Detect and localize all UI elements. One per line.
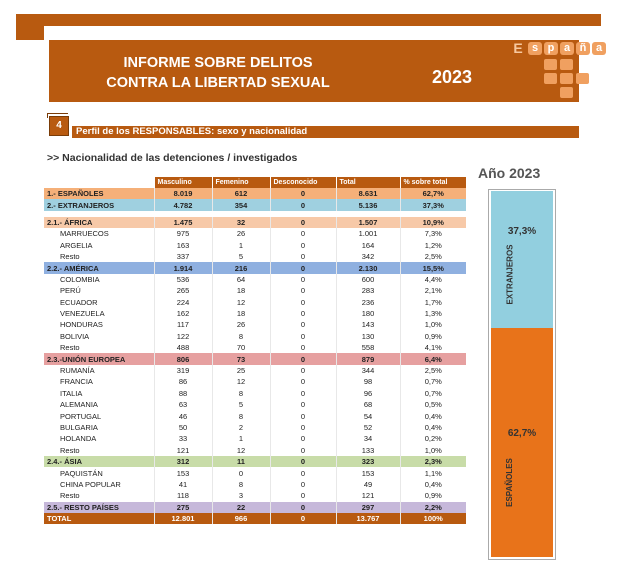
table-row bbox=[44, 262, 466, 273]
table-row bbox=[44, 228, 466, 239]
table-cell: 0 bbox=[270, 274, 336, 285]
table-cell: 0 bbox=[270, 376, 336, 387]
table-cell: 1,0% bbox=[400, 319, 466, 330]
table-cell: 37,3% bbox=[400, 199, 466, 210]
table-cell: 323 bbox=[336, 456, 400, 467]
table-cell: 0 bbox=[270, 319, 336, 330]
table-cell: 0 bbox=[270, 308, 336, 319]
table-cell: 5 bbox=[212, 251, 270, 262]
table-cell: 18 bbox=[212, 285, 270, 296]
table-row bbox=[44, 479, 466, 490]
table-cell: 806 bbox=[154, 353, 212, 364]
table-cell: 0 bbox=[270, 388, 336, 399]
table-cell: 8 bbox=[212, 388, 270, 399]
row-label: ARGELIA bbox=[60, 240, 93, 250]
nationality-table bbox=[44, 177, 466, 524]
table-cell: 18 bbox=[212, 308, 270, 319]
table-cell: 0 bbox=[270, 433, 336, 444]
table-cell: 297 bbox=[336, 502, 400, 513]
column-header bbox=[44, 177, 154, 188]
table-cell: 0 bbox=[270, 331, 336, 342]
table-cell: 600 bbox=[336, 274, 400, 285]
table-cell: 1,0% bbox=[400, 445, 466, 456]
column-header: Masculino bbox=[154, 177, 212, 188]
logo-square bbox=[560, 87, 573, 98]
table-cell: 0 bbox=[270, 353, 336, 364]
espana-logo bbox=[511, 40, 603, 100]
table-row bbox=[44, 285, 466, 296]
table-cell: 117 bbox=[154, 319, 212, 330]
table-cell: 73 bbox=[212, 353, 270, 364]
table-cell: 12.801 bbox=[154, 513, 212, 524]
table-row bbox=[44, 353, 466, 364]
row-label: COLOMBIA bbox=[60, 274, 100, 284]
row-label: 2.2.- AMÉRICA bbox=[44, 262, 154, 273]
table-cell: 1.001 bbox=[336, 228, 400, 239]
logo-outline-box bbox=[591, 88, 613, 98]
table-cell: 2,2% bbox=[400, 502, 466, 513]
top-decorative-notch bbox=[16, 26, 44, 40]
row-label: CHINA POPULAR bbox=[60, 479, 121, 489]
table-row bbox=[44, 199, 466, 210]
table-cell: 0 bbox=[270, 199, 336, 210]
table-cell: 0,4% bbox=[400, 422, 466, 433]
table-cell: 122 bbox=[154, 331, 212, 342]
table-body bbox=[44, 188, 466, 524]
table-cell: 49 bbox=[336, 479, 400, 490]
table-cell: 52 bbox=[336, 422, 400, 433]
section-number: 4 bbox=[49, 116, 69, 136]
table-cell: 8 bbox=[212, 479, 270, 490]
row-label: PERÚ bbox=[60, 286, 81, 296]
table-cell: 1,7% bbox=[400, 297, 466, 308]
table-cell: 163 bbox=[154, 240, 212, 251]
row-label: HONDURAS bbox=[60, 320, 103, 330]
table-cell: 133 bbox=[336, 445, 400, 456]
table-cell: 1.475 bbox=[154, 217, 212, 228]
table-cell: 12 bbox=[212, 297, 270, 308]
table-cell: 1,3% bbox=[400, 308, 466, 319]
table-cell: 1 bbox=[212, 240, 270, 251]
row-label: 2.1.- ÁFRICA bbox=[44, 217, 154, 228]
table-cell: 558 bbox=[336, 342, 400, 353]
table-cell: 15,5% bbox=[400, 262, 466, 273]
table-row bbox=[44, 342, 466, 353]
table-row bbox=[44, 188, 466, 199]
table-cell: 0 bbox=[270, 228, 336, 239]
table-cell: 153 bbox=[336, 467, 400, 478]
table-cell: 0 bbox=[270, 445, 336, 456]
bar-extranjeros-value: 37,3% bbox=[507, 226, 537, 237]
table-cell: 33 bbox=[154, 433, 212, 444]
row-label: ECUADOR bbox=[60, 297, 98, 307]
table-cell: 2,5% bbox=[400, 365, 466, 376]
column-header: Total bbox=[336, 177, 400, 188]
logo-letter: E bbox=[513, 40, 523, 56]
table-cell: 96 bbox=[336, 388, 400, 399]
table-cell: 344 bbox=[336, 365, 400, 376]
table-cell: 354 bbox=[212, 199, 270, 210]
table-cell: 162 bbox=[154, 308, 212, 319]
row-label: 2.5.- RESTO PAÍSES bbox=[44, 502, 154, 513]
table-cell: 50 bbox=[154, 422, 212, 433]
column-header: % sobre total bbox=[400, 177, 466, 188]
table-row bbox=[44, 217, 466, 228]
report-title bbox=[49, 53, 387, 93]
logo-letter: ñ bbox=[576, 42, 590, 55]
row-label: 2.- EXTRANJEROS bbox=[44, 199, 154, 210]
table-cell: 1,2% bbox=[400, 240, 466, 251]
table-cell: 283 bbox=[336, 285, 400, 296]
table-cell: 130 bbox=[336, 331, 400, 342]
table-cell: 8.019 bbox=[154, 188, 212, 199]
table-row bbox=[44, 274, 466, 285]
table-row bbox=[44, 433, 466, 444]
table-cell: 0 bbox=[270, 342, 336, 353]
table-row bbox=[44, 240, 466, 251]
top-decorative-bar bbox=[16, 14, 601, 26]
table-cell: 5 bbox=[212, 399, 270, 410]
table-row bbox=[44, 331, 466, 342]
row-label: 2.3.-UNIÓN EUROPEA bbox=[44, 353, 154, 364]
table-cell: 2,1% bbox=[400, 285, 466, 296]
table-cell: 975 bbox=[154, 228, 212, 239]
table-cell: 54 bbox=[336, 410, 400, 421]
table-cell: 86 bbox=[154, 376, 212, 387]
row-label: PORTUGAL bbox=[60, 411, 102, 421]
table-cell: 488 bbox=[154, 342, 212, 353]
table-cell: 0 bbox=[270, 365, 336, 376]
table-cell: 4,1% bbox=[400, 342, 466, 353]
table-cell: 1.507 bbox=[336, 217, 400, 228]
row-label: BOLIVIA bbox=[60, 331, 90, 341]
bar-espanoles-value: 62,7% bbox=[507, 428, 537, 439]
table-cell: 0 bbox=[270, 285, 336, 296]
report-title-line2: CONTRA LA LIBERTAD SEXUAL bbox=[106, 75, 330, 91]
logo-square bbox=[544, 73, 557, 84]
report-title-line1: INFORME SOBRE DELITOS bbox=[123, 55, 313, 71]
report-banner bbox=[49, 40, 603, 102]
table-cell: 121 bbox=[154, 445, 212, 456]
table-cell: 153 bbox=[154, 467, 212, 478]
table-row bbox=[44, 251, 466, 262]
table-cell: 25 bbox=[212, 365, 270, 376]
table-cell: 68 bbox=[336, 399, 400, 410]
table-cell: 62,7% bbox=[400, 188, 466, 199]
row-label: PAQUISTÁN bbox=[60, 468, 103, 478]
table-cell: 88 bbox=[154, 388, 212, 399]
table-row bbox=[44, 513, 466, 524]
table-cell: 5.136 bbox=[336, 199, 400, 210]
table-cell: 8 bbox=[212, 331, 270, 342]
table-cell: 0 bbox=[270, 240, 336, 251]
table-cell: 164 bbox=[336, 240, 400, 251]
table-cell: 216 bbox=[212, 262, 270, 273]
table-cell: 12 bbox=[212, 376, 270, 387]
table-cell: 0 bbox=[270, 410, 336, 421]
table-cell: 34 bbox=[336, 433, 400, 444]
table-cell: 2,5% bbox=[400, 251, 466, 262]
chart-year-label: Año 2023 bbox=[478, 165, 541, 181]
table-cell: 22 bbox=[212, 502, 270, 513]
column-header: Femenino bbox=[212, 177, 270, 188]
table-row bbox=[44, 410, 466, 421]
logo-square bbox=[560, 59, 573, 70]
table-cell: 0,9% bbox=[400, 331, 466, 342]
row-label: ITALIA bbox=[60, 388, 83, 398]
row-label: Resto bbox=[60, 252, 80, 262]
table-cell: 118 bbox=[154, 490, 212, 501]
table-cell: 8.631 bbox=[336, 188, 400, 199]
table-cell: 41 bbox=[154, 479, 212, 490]
table-cell: 11 bbox=[212, 456, 270, 467]
table-row bbox=[44, 502, 466, 513]
table-cell: 26 bbox=[212, 319, 270, 330]
logo-letter: p bbox=[544, 42, 558, 55]
table-cell: 312 bbox=[154, 456, 212, 467]
row-label: TOTAL bbox=[44, 513, 154, 524]
table-cell: 0,4% bbox=[400, 410, 466, 421]
table-cell: 0 bbox=[270, 297, 336, 308]
table-cell: 1.914 bbox=[154, 262, 212, 273]
table-cell: 0 bbox=[212, 467, 270, 478]
table-cell: 0 bbox=[270, 502, 336, 513]
table-cell: 1,1% bbox=[400, 467, 466, 478]
table-row bbox=[44, 365, 466, 376]
section-title: Perfil de los RESPONSABLES: sexo y nacionalidad bbox=[76, 126, 308, 137]
table-row bbox=[44, 399, 466, 410]
table-cell: 4.782 bbox=[154, 199, 212, 210]
table-cell: 224 bbox=[154, 297, 212, 308]
table-subtitle: >> Nacionalidad de las detenciones / investigados bbox=[47, 152, 298, 164]
table-cell: 143 bbox=[336, 319, 400, 330]
table-row bbox=[44, 445, 466, 456]
table-cell: 10,9% bbox=[400, 217, 466, 228]
table-cell: 0,5% bbox=[400, 399, 466, 410]
row-label: ALEMANIA bbox=[60, 400, 98, 410]
table-row bbox=[44, 388, 466, 399]
table-cell: 0 bbox=[270, 513, 336, 524]
table-row bbox=[44, 376, 466, 387]
table-cell: 0 bbox=[270, 422, 336, 433]
table-cell: 0,7% bbox=[400, 388, 466, 399]
logo-letter: a bbox=[560, 42, 574, 55]
logo-square bbox=[544, 59, 557, 70]
table-cell: 26 bbox=[212, 228, 270, 239]
table-row bbox=[44, 297, 466, 308]
table-cell: 32 bbox=[212, 217, 270, 228]
row-label: 1.- ESPAÑOLES bbox=[44, 188, 154, 199]
row-label: Resto bbox=[60, 445, 80, 455]
table-cell: 319 bbox=[154, 365, 212, 376]
row-label: Resto bbox=[60, 491, 80, 501]
report-year: 2023 bbox=[432, 67, 473, 87]
table-row bbox=[44, 490, 466, 501]
table-cell: 63 bbox=[154, 399, 212, 410]
table-cell: 2,3% bbox=[400, 456, 466, 467]
bar-espanoles-label: ESPAÑOLES bbox=[504, 458, 514, 507]
bar-espanoles bbox=[491, 328, 553, 557]
table-cell: 0 bbox=[270, 262, 336, 273]
table-cell: 236 bbox=[336, 297, 400, 308]
row-label: VENEZUELA bbox=[60, 309, 105, 319]
table-cell: 8 bbox=[212, 410, 270, 421]
table-cell: 536 bbox=[154, 274, 212, 285]
table-cell: 6,4% bbox=[400, 353, 466, 364]
logo-square bbox=[576, 73, 589, 84]
row-label: RUMANÍA bbox=[60, 366, 95, 376]
table-cell: 4,4% bbox=[400, 274, 466, 285]
table-cell: 121 bbox=[336, 490, 400, 501]
row-label: Resto bbox=[60, 343, 80, 353]
logo-square bbox=[560, 73, 573, 84]
table-cell: 265 bbox=[154, 285, 212, 296]
table-cell: 0 bbox=[270, 479, 336, 490]
table-cell: 612 bbox=[212, 188, 270, 199]
table-cell: 1 bbox=[212, 433, 270, 444]
column-header: Desconocido bbox=[270, 177, 336, 188]
logo-letter: a bbox=[592, 42, 606, 55]
table-cell: 0,4% bbox=[400, 479, 466, 490]
table-row bbox=[44, 319, 466, 330]
table-cell: 46 bbox=[154, 410, 212, 421]
table-cell: 0 bbox=[270, 251, 336, 262]
table-cell: 100% bbox=[400, 513, 466, 524]
table-header-row bbox=[44, 177, 466, 188]
row-label: HOLANDA bbox=[60, 434, 97, 444]
table-cell: 0,2% bbox=[400, 433, 466, 444]
table-cell: 70 bbox=[212, 342, 270, 353]
table-cell: 0,9% bbox=[400, 490, 466, 501]
table-cell: 337 bbox=[154, 251, 212, 262]
row-label: FRANCIA bbox=[60, 377, 93, 387]
table-cell: 64 bbox=[212, 274, 270, 285]
row-label: MARRUECOS bbox=[60, 229, 109, 239]
table-cell: 0 bbox=[270, 399, 336, 410]
table-cell: 0 bbox=[270, 456, 336, 467]
table-row bbox=[44, 308, 466, 319]
table-row bbox=[44, 467, 466, 478]
table-cell: 2 bbox=[212, 422, 270, 433]
table-cell: 2.130 bbox=[336, 262, 400, 273]
table-cell: 0,7% bbox=[400, 376, 466, 387]
row-label: BULGARIA bbox=[60, 423, 98, 432]
table-row bbox=[44, 456, 466, 467]
table-cell: 12 bbox=[212, 445, 270, 456]
table-cell: 7,3% bbox=[400, 228, 466, 239]
table-cell: 0 bbox=[270, 217, 336, 228]
table-cell: 275 bbox=[154, 502, 212, 513]
table-cell: 0 bbox=[270, 188, 336, 199]
table-cell: 879 bbox=[336, 353, 400, 364]
table-cell: 0 bbox=[270, 490, 336, 501]
table-cell: 3 bbox=[212, 490, 270, 501]
table-cell: 98 bbox=[336, 376, 400, 387]
table-cell: 0 bbox=[270, 467, 336, 478]
table-cell: 342 bbox=[336, 251, 400, 262]
bar-extranjeros bbox=[491, 191, 553, 328]
table-row bbox=[44, 422, 466, 433]
bar-extranjeros-label: EXTRANJEROS bbox=[505, 244, 515, 305]
table-cell: 966 bbox=[212, 513, 270, 524]
logo-letter: s bbox=[528, 42, 542, 55]
row-label: 2.4.- ÁSIA bbox=[44, 456, 154, 467]
table-cell: 180 bbox=[336, 308, 400, 319]
table-cell: 13.767 bbox=[336, 513, 400, 524]
